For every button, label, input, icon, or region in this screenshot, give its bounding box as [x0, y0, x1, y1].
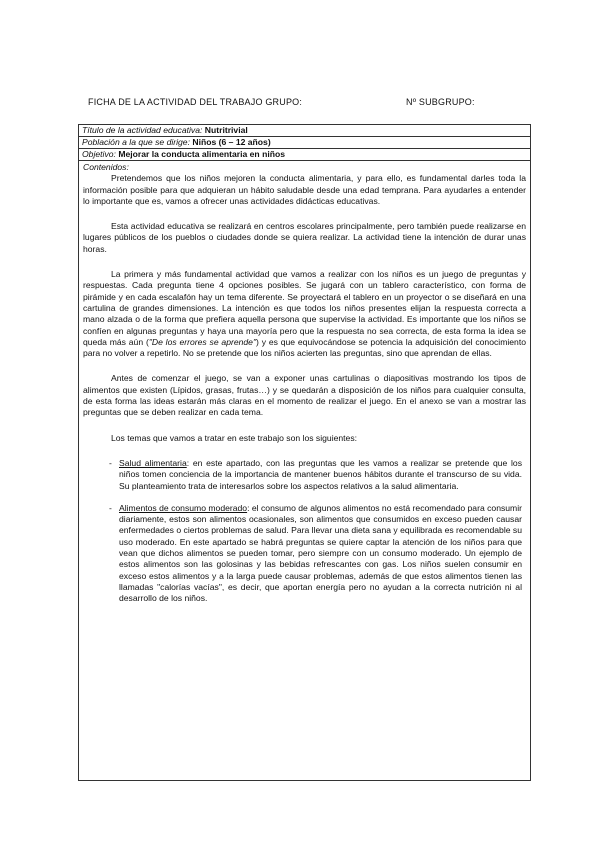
topics-intro: Los temas que vamos a tratar en este trabajo son los siguientes:	[111, 432, 358, 443]
paragraph-intro: Pretendemos que los niños mejoren la conducta alimentaria, y para ello, es fundamental darles toda la información posible para que adquieran un hábito saludable desde una edad temprana. Para ayudarles a entender lo importante que es, vamos a ofrecer unas actividades didácticas educativas.	[83, 173, 526, 206]
list-item	[109, 503, 522, 605]
activity-sheet-title: FICHA DE LA ACTIVIDAD DEL TRABAJO GRUPO:	[88, 97, 303, 107]
paragraph-game	[83, 269, 526, 359]
paragraph-location: Esta actividad educativa se realizará en centros escolares principalmente, pero también puede realizarse en lugares públicos de los pueblos o ciudades donde se quiera realizar. La actividad tiene la intención de durar unas horas.	[83, 221, 526, 254]
title-row	[79, 125, 530, 137]
objective-row	[79, 149, 530, 161]
topics-list	[83, 458, 526, 605]
activity-form	[78, 124, 531, 781]
topic-text: : en este apartado, con las preguntas que les vamos a realizar se pretende que los niños tomen conciencia de la importancia de mantener buenos hábitos durante el transcurso de su vida. Su planteamiento trata de interesarlos sobre los aspectos relativos a la salud alimentaria.	[119, 457, 522, 491]
objective-label: Objetivo:	[82, 149, 116, 159]
sheet-header	[88, 97, 528, 107]
subgroup-label: Nº SUBGRUPO:	[406, 97, 475, 107]
contents-label: Contenidos:	[83, 162, 129, 172]
paragraph-game-text-b: ) y es que equivocándose se potencia la adquisición del conocimiento para no volver a repetirlo. No se pretende que los niños acierten las preguntas, sino que aprendan de ellas.	[83, 336, 526, 359]
bullet-dash: -	[109, 457, 112, 468]
paragraph-cards: Antes de comenzar el juego, se van a exponer unas cartulinas o diapositivas mostrando los tipos de alimentos que existen (Lípidos, grasas, frutas…) y se quedarán a disposición de los niños para cualquier consulta, de esta forma las ideas estarán más claras en el momento de realizar el juego. En el anexo se van a mostrar las preguntas que se deben realizar en cada tema.	[83, 373, 526, 418]
title-value: Nutritrivial	[204, 125, 248, 135]
list-item	[109, 458, 522, 492]
bullet-dash: -	[109, 502, 112, 513]
paragraph-game-text-a: La primera y más fundamental actividad que vamos a realizar con los niños es un juego de preguntas y respuestas. Cada pregunta tiene 4 opciones posibles. Se jugará con un tablero característico, con forma de pirámide y en cada escalafón hay un tema diferente. Se proyectará el tablero en un proyector o se diseñará en una cartulina de grandes dimensiones. La intención es que todos los niños presentes elijan la respuesta correcta a mano alzada o de la forma que prefiera aquella persona que supervise la actividad. Es importante que los niños se confíen en algunas preguntas y haya una mayoría pero que la respuesta no sea correcta, de esta forma la idea se queda más aún (	[83, 269, 526, 347]
topic-title: Salud alimentaria	[119, 457, 187, 468]
topic-title: Alimentos de consumo moderado	[119, 502, 248, 513]
population-label: Población a la que se dirige:	[82, 137, 190, 147]
objective-value: Mejorar la conducta alimentaria en niños	[118, 149, 285, 159]
population-value: Niños (6 – 12 años)	[192, 137, 271, 147]
topic-text: : el consumo de algunos alimentos no está recomendado para consumir diariamente, estos son alimentos ocasionales, son alimentos que consumidos en exceso pueden causar enfermedades o ciertos problemas de salud. Para llevar una dieta sana y equilibrada es recomendable su uso moderado. En este apartado se habrá preguntas se quiere captar la atención de los niños para que vean que dichos alimentos se pueden tomar, pero siempre con un consumo moderado. Un ejemplo de estos alimentos son las golosinas y las bebidas refrescantes con gas. Los niños suelen consumir en exceso estos alimentos y a la larga puede causar problemas, además de que estos alimentos tienen las llamadas "calorías vacías", es decir, que aportan energía pero no ayudan a la correcta nutrición ni al desarrollo de los niños.	[119, 502, 522, 604]
title-label: Título de la actividad educativa:	[82, 125, 203, 135]
population-row	[79, 137, 530, 149]
paragraph-game-quote: "De los errores se aprende"	[148, 336, 257, 347]
contents-section	[79, 161, 530, 605]
